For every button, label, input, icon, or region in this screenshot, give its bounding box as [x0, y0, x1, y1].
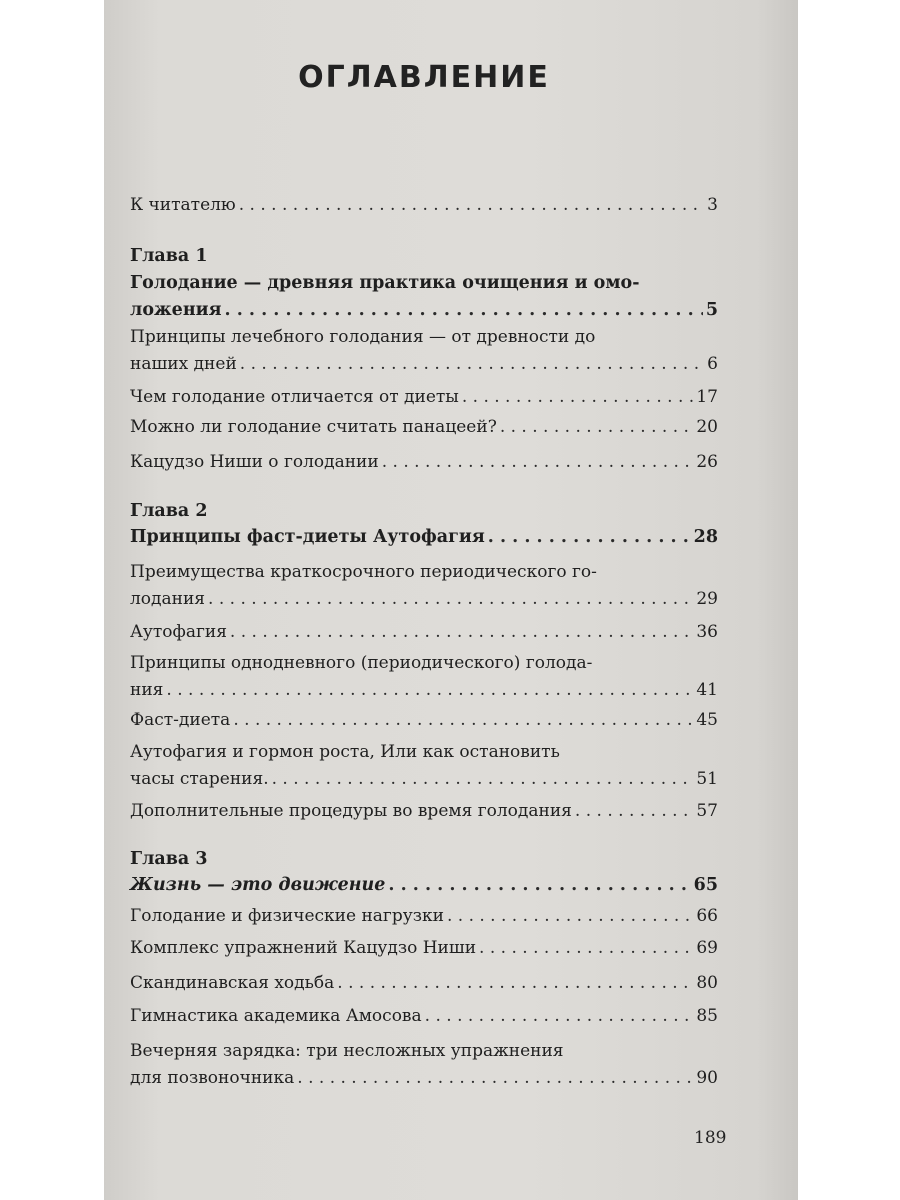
chapter-2-heading[interactable]: Принципы фаст-диеты Аутофагия . . . 28 — [130, 524, 718, 551]
chapter-3-label: Глава 3 — [130, 849, 208, 869]
book-page — [104, 0, 798, 1200]
toc-entry[interactable]: Преимущества краткосрочного периодического го- лодания . . . 29 — [130, 559, 718, 613]
chapter-1-heading[interactable]: Голодание — древняя практика очищения и омо- ложения . . . 5 — [130, 270, 718, 324]
toc-entry[interactable]: Гимнастика академика Амосова . . . 85 — [130, 1003, 718, 1030]
toc-entry[interactable]: Можно ли голодание считать панацеей? . . . 20 — [130, 414, 718, 441]
toc-entry[interactable]: Дополнительные процедуры во время голодания . . . 57 — [130, 798, 718, 825]
toc-entry[interactable]: Аутофагия и гормон роста, Или как остановить часы старения. . . . 51 — [130, 739, 718, 793]
toc-entry[interactable]: Голодание и физические нагрузки . . . 66 — [130, 903, 718, 930]
chapter-1-label: Глава 1 — [130, 246, 208, 266]
toc-entry[interactable]: Чем голодание отличается от диеты . . . 17 — [130, 384, 718, 411]
page-number: 189 — [694, 1128, 727, 1148]
toc-entry[interactable]: Принципы однодневного (периодического) голода- ния . . . 41 — [130, 650, 718, 704]
toc-entry[interactable]: Принципы лечебного голодания — от древности до наших дней . . . 6 — [130, 324, 718, 378]
toc-title: ОГЛАВЛЕНИЕ — [298, 60, 550, 95]
toc-entry-intro[interactable]: К читателю . . . 3 — [130, 192, 718, 219]
toc-entry[interactable]: Фаст-диета . . . 45 — [130, 707, 718, 734]
chapter-3-heading[interactable]: Жизнь — это движение . . . 65 — [130, 872, 718, 899]
chapter-2-label: Глава 2 — [130, 501, 208, 521]
toc-entry[interactable]: Комплекс упражнений Кацудзо Ниши . . . 69 — [130, 935, 718, 962]
toc-entry[interactable]: Аутофагия . . . 36 — [130, 619, 718, 646]
toc-entry[interactable]: Кацудзо Ниши о голодании . . . 26 — [130, 449, 718, 476]
toc-entry[interactable]: Скандинавская ходьба . . . 80 — [130, 970, 718, 997]
toc-entry[interactable]: Вечерняя зарядка: три несложных упражнения для позвоночника . . . 90 — [130, 1038, 718, 1092]
